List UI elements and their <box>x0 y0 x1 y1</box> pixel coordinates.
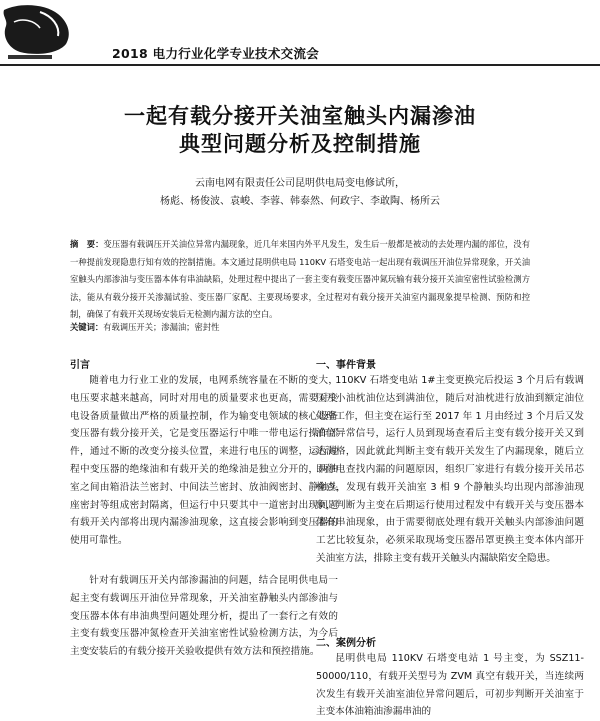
abstract <box>70 236 530 324</box>
section-heading-intro: 引言 <box>70 360 90 371</box>
intro-paragraph-2: 针对有载调压开关内部渗漏油的问题，结合昆明供电局一起主变有载调压开油位异常现象，开关油室静触头内部渗油与变压器本体有串油典型问题处理分析，提出了一套行之有效的主变有载变压器冲氮检查开关油室密性试验检测方法，为今后主变安装后的有载分接开关验收提供有效方法和预控措施。 <box>70 575 338 658</box>
article-title-line1: 一起有载分接开关油室触头内漏渗油 <box>124 103 476 128</box>
intro-paragraph-1: 随着电力行业工业的发展，电网系统容量在不断的变大，电压要求越来越高，同时对用电的质量要求也更高，需要对变电设备质量做出严格的质量控制，作为输变电领域的核心设备变压器有载分接开关，它是变压器运行中唯一带电运行操作部件，通过不断的改变分接头位置，来进行电压的调整，运行过程中变压器的绝缘油和有载开关的绝缘油是独立分开的，两油室之间由箱沿法兰密封、中间法兰密封、放油阀密封、静触头座密封等组成密封隔离，但运行中只要其中一道密封出现问题有载开关内部将出现内漏渗油现象，这直接会影响到变压器的使用可靠性。 <box>70 375 338 547</box>
section-heading-analysis: 二、案例分析 <box>316 638 376 649</box>
article-title-line2: 典型问题分析及控制措施 <box>179 131 421 156</box>
abstract-text: 变压器有载调压开关油位异常内漏现象，近几年来国内外平凡发生，发生后一般都是被动的去处理内漏的部位，没有一种提前发现隐患行知有效的控制措施。本文通过昆明供电局 110KV 石塔变电站一起出现有载调压开油位异常现象，开关油室触头内部渗油与变压器本体有串油缺陷，处理过程中提出了一套主变有载变压器冲氮玩输有载分接开关油室密性试验检测方法，能从有载分接开关渗漏试验、变压器厂家配、主要现场要求，全过程对有载分接开关油室内漏现象提早检测、预防和控制，确保了有载开关现场安装后无检测内漏方法的空白。 <box>70 239 530 320</box>
authors: 杨彪、杨俊波、袁峻、李蓉、韩泰然、何政宇、李敢陶、杨所云 <box>160 196 440 207</box>
page-header <box>0 0 600 66</box>
conference-logo <box>0 0 110 66</box>
keywords-label: 关键词： <box>70 322 104 332</box>
analysis-paragraph: 昆明供电局 110KV 石塔变电站 1 号主变，为 SSZ11-50000/110，有载开关型号为 ZVM 真空有载开关，当连续两次发生有载开关油室油位异常问题后，可初步判断开关油室于主变本体油箱油渗漏串油的 <box>316 653 584 718</box>
background-paragraph: 110KV 石塔变电站 1#主变更换完后投运 3 个月后有载调压开小油枕油位达到满油位，随后对油枕进行放油到额定油位处理工作，但主变在运行至 2017 年 1 月由经过 3 个月后又发油位异常信号，运行人员到现场查看后主变有载分接开关又到达满格，因此就此判断主变有载开关发生了内漏现象，随后立即停电查找内漏的问题原因，组织厂家进行有载分接开关吊芯检查，发现有载开关油室 3 相 9 个静触头均出现内部渗油现象，判断为主变在后期运行使用过程发中有载开关与变压器本体有串油现象，由于需要彻底处理有载开关触头内部渗油问题工艺比较复杂，必须采取现场变压器吊罩更换主变本体内部开关油室方法，排除主变有载开关触头内漏缺陷安全隐患。 <box>316 375 584 564</box>
keywords-text: 有载调压开关；渗漏油；密封性 <box>103 322 220 332</box>
section-heading-background: 一、事件背景 <box>316 360 376 371</box>
header-rule <box>0 64 600 66</box>
header-title: 2018 电力行业化学专业技术交流会 <box>112 46 320 61</box>
abstract-label: 摘 要： <box>70 239 104 249</box>
affiliation: 云南电网有限责任公司昆明供电局变电修试所， <box>195 178 405 189</box>
keywords <box>70 321 530 333</box>
